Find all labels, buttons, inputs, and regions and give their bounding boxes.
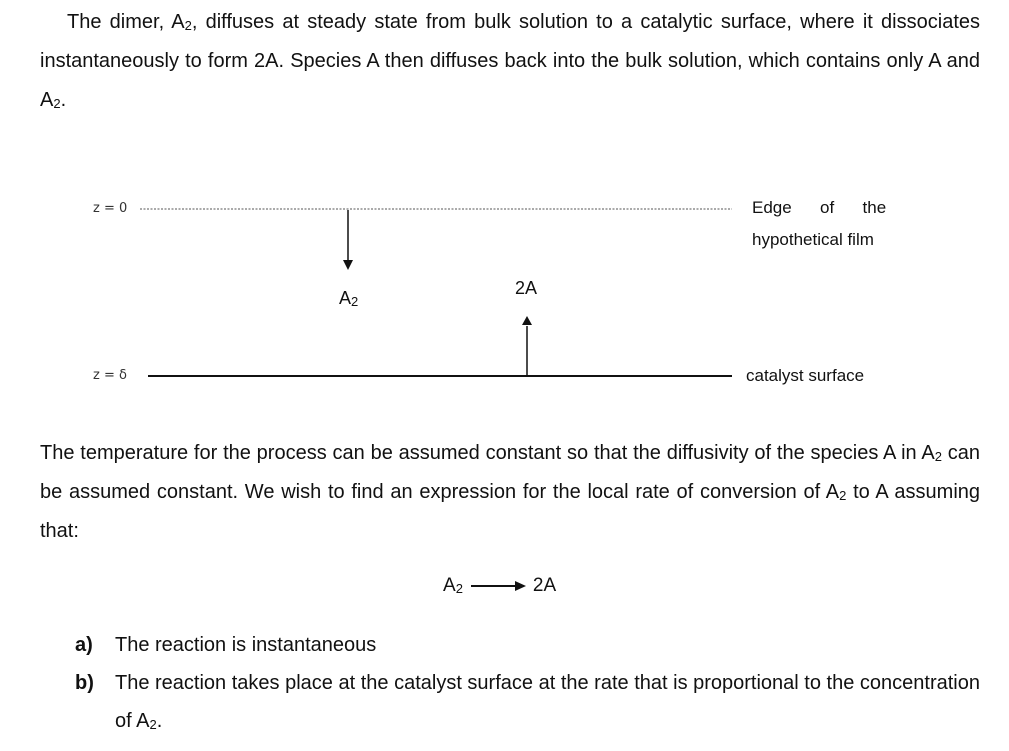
list-item: b) The reaction takes place at the catalyst surface at the rate that is proportional to the concentration of $A_2$. [75,672,980,732]
reaction-equation [443,575,556,597]
film-edge-label-cont: hypothetical film [752,230,874,249]
product: 2A [532,575,557,596]
reactant: $A_2$ [443,575,463,596]
reaction-arrow-icon [469,579,527,593]
problem-intro: The dimer, $A_2$, diffuses at steady state from bulk solution to a catalytic surface, where it dissociates instantaneously to form 2A. Species A then diffuses back into the bulk solution, which contains only A and $A_2$. [40,11,980,111]
catalyst-surface-label: catalyst surface [746,366,865,385]
film-edge-label: Edge of the [752,198,887,217]
problem-body: The temperature for the process can be assumed constant so that the diffusivity of the species A in $A_2$ can be assumed constant. We wish to find an expression for the local rate of conversion of $A_2$ to A assuming that: [40,442,981,542]
down-arrow-icon [343,260,353,270]
species-2a-label: 2A [515,278,538,298]
list-item: a) The reaction is instantaneous [75,634,377,656]
film-diagram [0,180,1009,410]
z-zero-label: z = 0 [93,201,128,216]
up-arrow-icon [522,316,532,325]
assumption-list [75,626,980,740]
species-a2-label: $A_2$ [339,288,359,309]
z-delta-label: z = δ [93,368,127,383]
